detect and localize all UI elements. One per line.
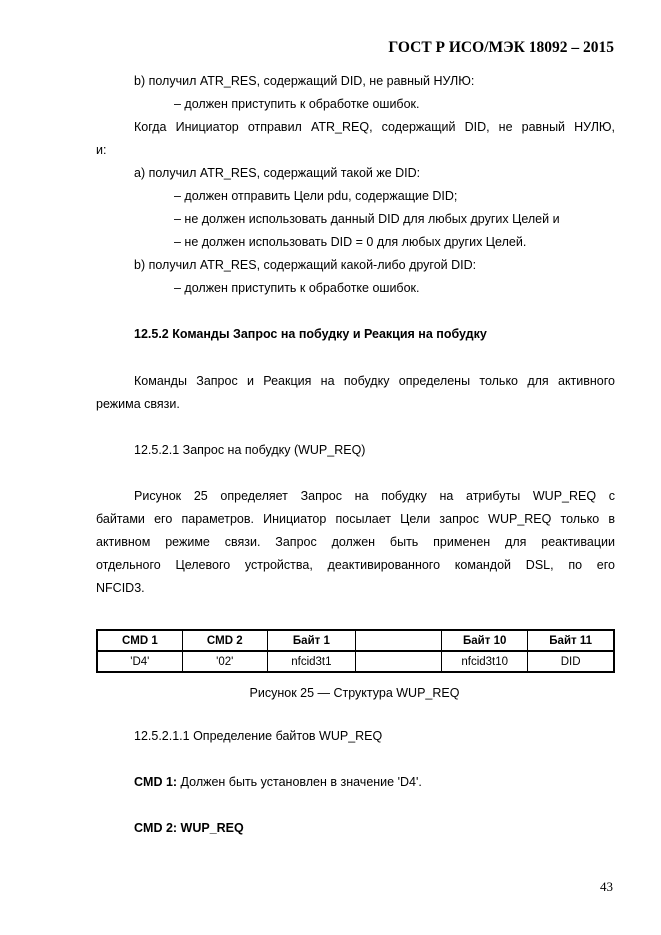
text-line: – не должен использовать DID = 0 для любых других Целей. — [174, 235, 527, 249]
paragraph-line: активном режиме связи. Запрос должен быть применен для реактивации — [96, 535, 615, 549]
text-line: – должен приступить к обработке ошибок. — [174, 281, 420, 295]
table-cell — [355, 651, 441, 672]
text-line: – должен приступить к обработке ошибок. — [174, 97, 420, 111]
paragraph-line: режима связи. — [96, 397, 180, 411]
paragraph-line: Команды Запрос и Реакция на побудку определены только для активного — [134, 374, 615, 388]
table-header-cell: Байт 11 — [528, 630, 614, 651]
paragraph-line: NFCID3. — [96, 581, 145, 595]
table-header-row — [97, 630, 614, 651]
table-row — [97, 651, 614, 672]
table-cell: DID — [528, 651, 614, 672]
page-number: 43 — [600, 879, 613, 894]
text-line: b) получил ATR_RES, содержащий какой-либо другой DID: — [134, 258, 477, 272]
paragraph-line: байтами его параметров. Инициатор посылает Цели запрос WUP_REQ только в — [96, 512, 615, 526]
subsection-heading: 12.5.2.1 Запрос на побудку (WUP_REQ) — [134, 443, 366, 457]
cmd1-definition — [134, 773, 422, 791]
cmd2-text: WUP_REQ — [177, 821, 244, 835]
table-cell: '02' — [182, 651, 267, 672]
table-cell: nfcid3t1 — [267, 651, 355, 672]
text-line: Когда Инициатор отправил ATR_REQ, содержащий DID, не равный НУЛЮ, — [134, 120, 615, 134]
text-line: – должен отправить Цели pdu, содержащие DID; — [174, 189, 458, 203]
table-header-cell — [355, 630, 441, 651]
table-header-cell: Байт 1 — [267, 630, 355, 651]
cmd1-text: Должен быть установлен в значение 'D4'. — [177, 775, 422, 789]
table-header-cell: CMD 1 — [97, 630, 182, 651]
table-cell: 'D4' — [97, 651, 182, 672]
text-line: и: — [96, 143, 107, 157]
document-header: ГОСТ Р ИСО/МЭК 18092 – 2015 — [388, 39, 614, 56]
paragraph-line: Рисунок 25 определяет Запрос на побудку на атрибуты WUP_REQ с — [134, 489, 615, 503]
figure-caption: Рисунок 25 — Структура WUP_REQ — [249, 686, 460, 700]
cmd2-label: CMD 2: — [134, 821, 178, 835]
text-line: a) получил ATR_RES, содержащий такой же DID: — [134, 166, 421, 180]
text-line: b) получил ATR_RES, содержащий DID, не равный НУЛЮ: — [134, 74, 475, 88]
subsubsection-heading: 12.5.2.1.1 Определение байтов WUP_REQ — [134, 729, 383, 743]
section-heading: 12.5.2 Команды Запрос на побудку и Реакция на побудку — [134, 327, 487, 341]
wup-req-structure-table — [96, 629, 615, 673]
paragraph-line: отдельного Целевого устройства, деактивированного командой DSL, по его — [96, 558, 615, 572]
table-cell: nfcid3t10 — [442, 651, 528, 672]
text-line: – не должен использовать данный DID для любых других Целей и — [174, 212, 560, 226]
table-header-cell: CMD 2 — [182, 630, 267, 651]
cmd2-definition — [134, 819, 244, 837]
table-header-cell: Байт 10 — [442, 630, 528, 651]
cmd1-label: CMD 1: — [134, 775, 178, 789]
